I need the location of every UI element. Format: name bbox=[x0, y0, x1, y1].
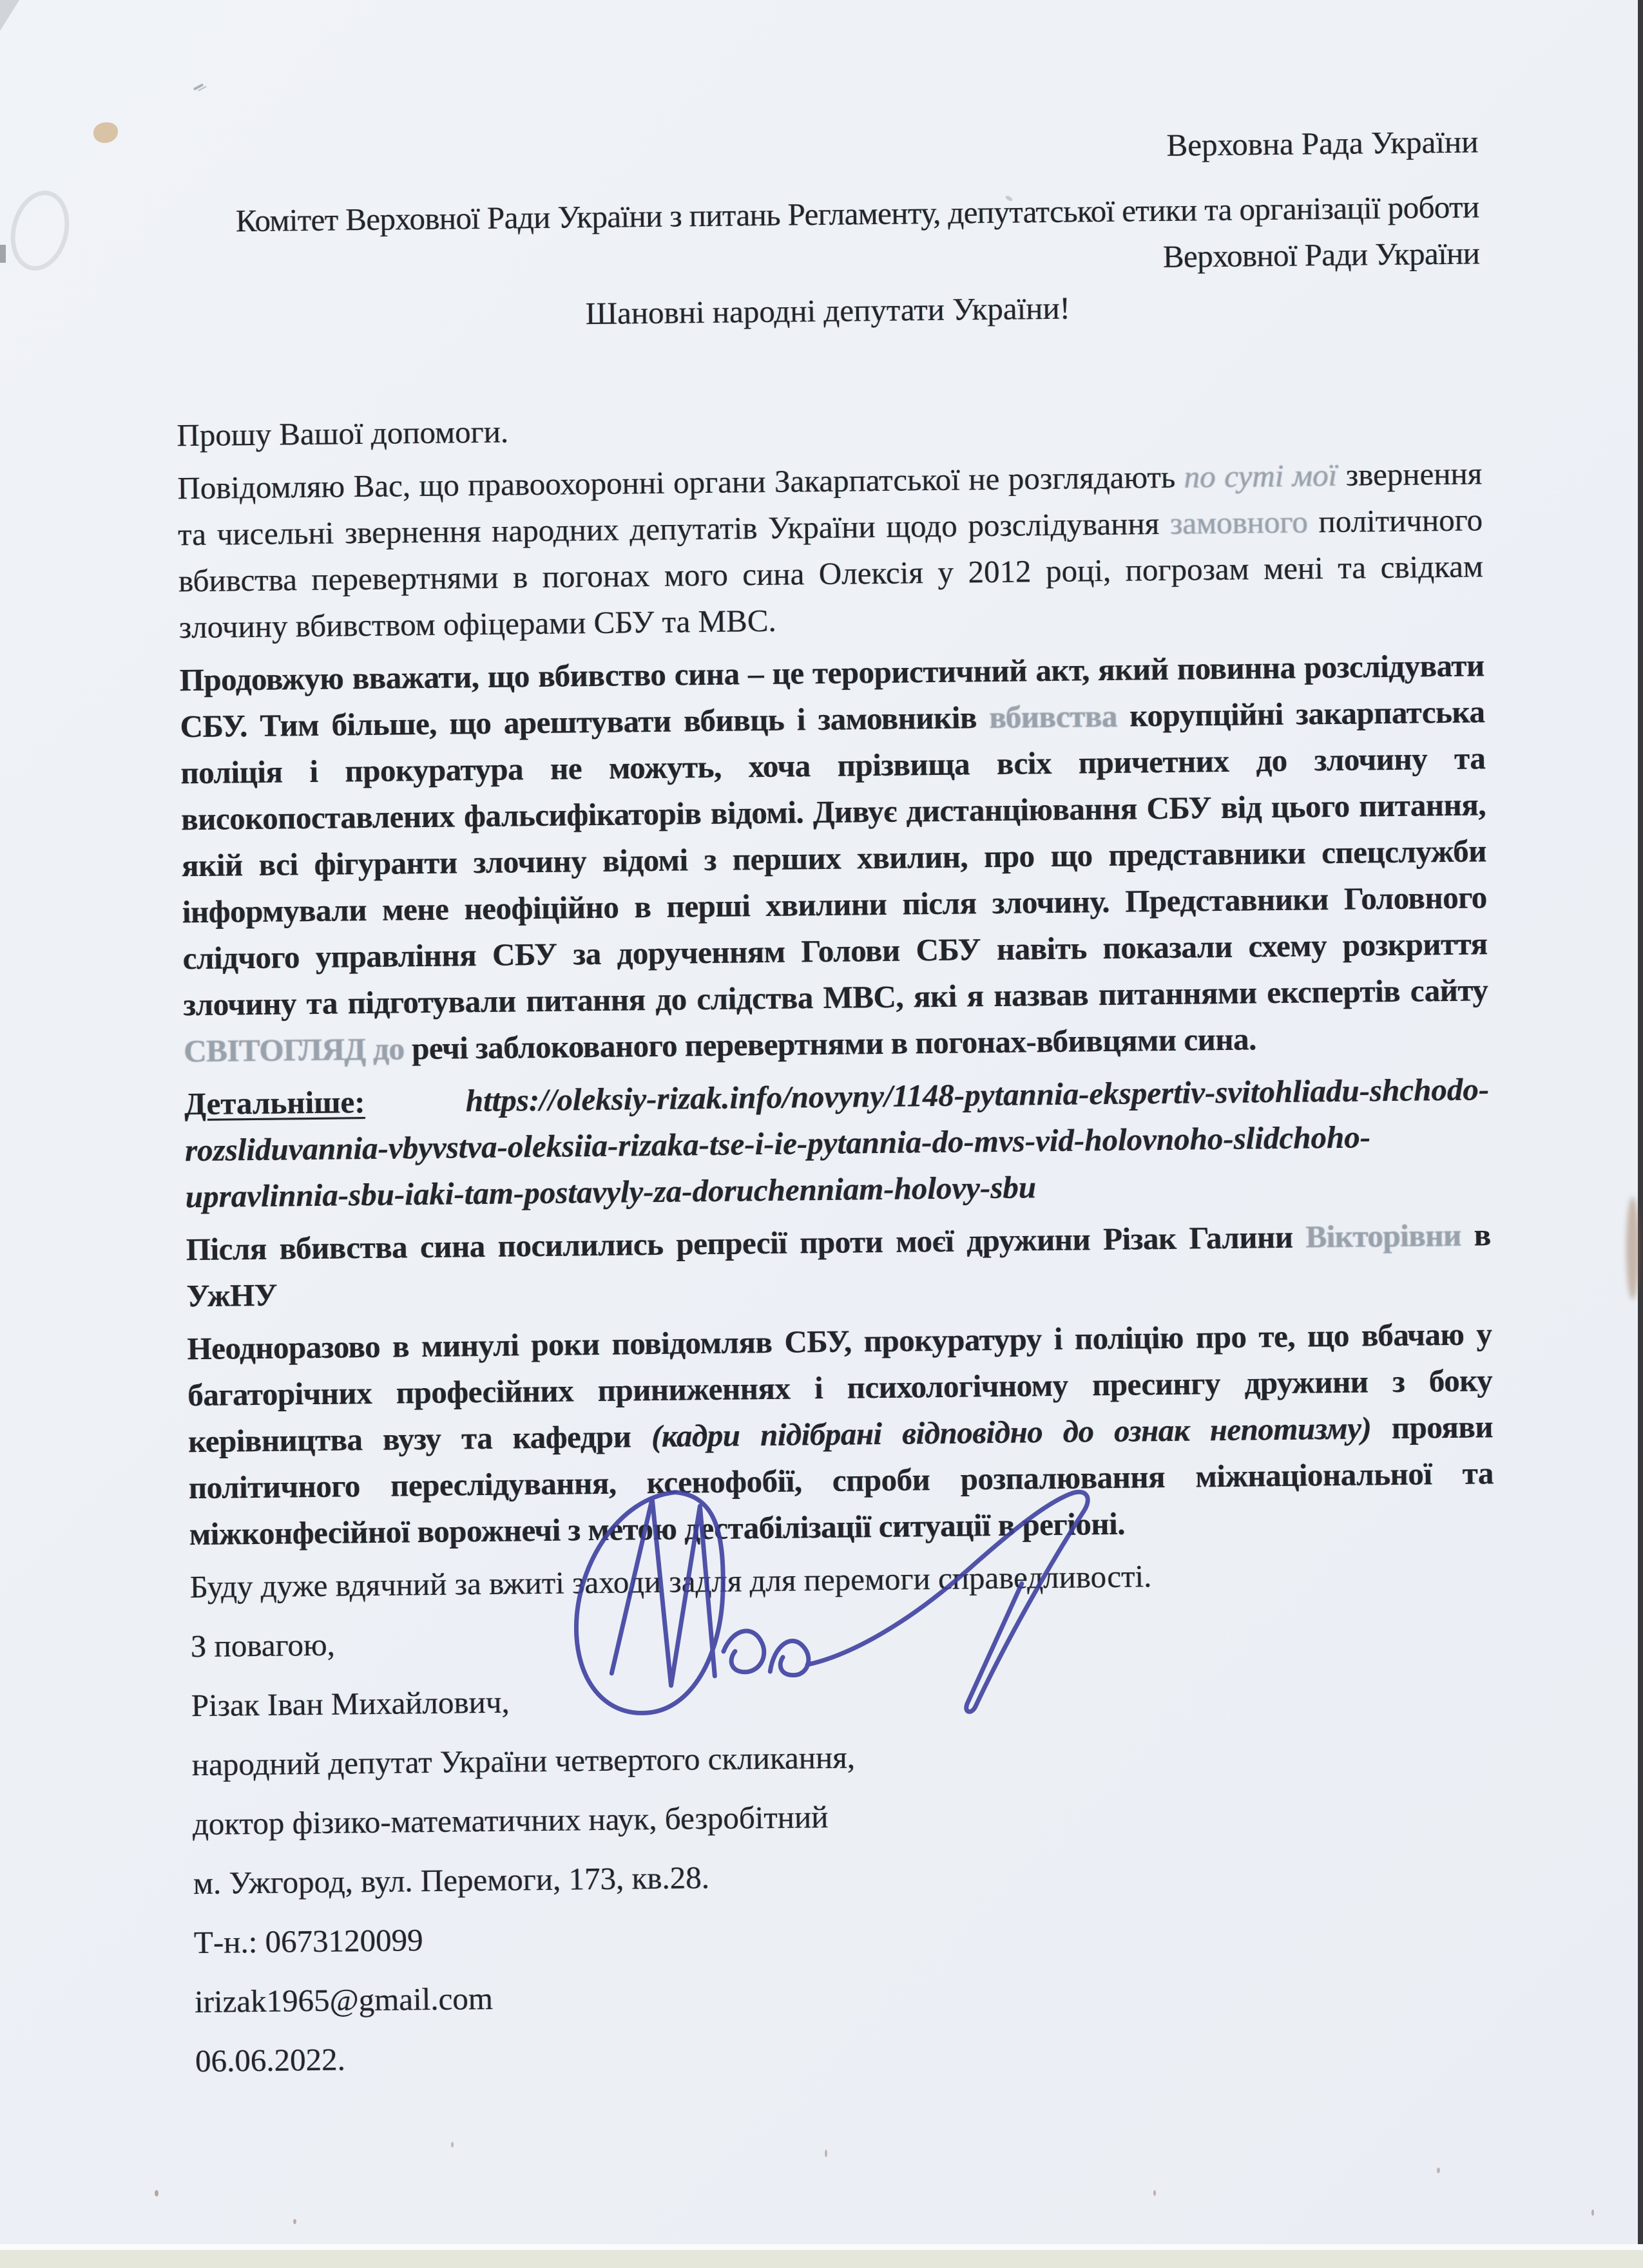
paragraph-repressions bbox=[186, 1212, 1492, 1319]
paragraph-text: політичного вбивства перевертнями в погонах мого сина Олексія у 2012 році, погрозам мені та свідкам злочину вбивством офіцерами СБУ та МВС. bbox=[178, 502, 1484, 645]
paragraph-text: Після вбивства сина посилились репресії проти моєї дружини Різак Галини bbox=[186, 1219, 1306, 1268]
paragraph-text: звернення та чисельні звернення народних депутатів України щодо розслідування bbox=[177, 455, 1483, 553]
sender-email: irizak1965@gmail.com bbox=[194, 1980, 494, 2020]
paragraph-report bbox=[177, 450, 1484, 651]
paragraph-text: прояви політичного переслідування, ксенофобії, спроби розпалювання міжнаціональної та міжконфесійної ворожнечі з метою дестабілізації ситуації в регіоні. bbox=[188, 1409, 1494, 1552]
paragraph-notifications bbox=[187, 1311, 1494, 1558]
sender-name: Різак Іван Михайлович, bbox=[191, 1684, 510, 1724]
spacer bbox=[365, 1083, 466, 1120]
letter-date: 06.06.2022. bbox=[195, 2041, 346, 2079]
letter-footer bbox=[189, 1549, 1500, 2084]
paragraph-text: корупційні закарпатська поліція і прокуратура не можуть, хоча прізвища всіх причетних до злочину та високопоставлених фальсифікаторів відомі. Дивує дистанціювання СБУ від цього питання, якій всі фігуранти злочину відомі з перших хвилин, про що представники спецслужби інформували мене неофіційно в перші хвилини після злочину. Представники Головного слідчого управління СБУ за дорученням Голови СБУ навіть показали схему розкриття злочину та підготували питання до слідства МВС, які я назвав питаннями експертів сайту bbox=[180, 694, 1488, 1023]
paragraph-request bbox=[177, 397, 1482, 459]
sender-role-deputy: народний депутат України четвертого скликання, bbox=[191, 1739, 856, 1783]
sender-role-doctor: доктор фізико-математичних наук, безробітний bbox=[192, 1798, 829, 1842]
paragraph-text: Неодноразово в минулі роки повідомляв СБУ, прокуратуру і поліцію про те, що вбачаю у багаторічних професійних приниженнях і психологічному пресингу дружини з боку керівництва вузу та кафедри bbox=[187, 1316, 1493, 1460]
paragraph-text: в УжНУ bbox=[186, 1217, 1491, 1314]
faded-text: замовного bbox=[1169, 504, 1309, 541]
faded-text: Вікторівни bbox=[1305, 1217, 1462, 1255]
closing-line: З повагою, bbox=[190, 1626, 336, 1664]
paragraph-link bbox=[184, 1066, 1490, 1220]
sender-address: м. Ужгород, вул. Перемоги, 173, кв.28. bbox=[193, 1860, 710, 1901]
faded-text: вбивства bbox=[989, 698, 1118, 736]
article-url: https://oleksiy-rizak.info/novyny/1148-pytannia-ekspertiv-svitohliadu-shchodo-rozsliduvannia-vbyvstva-oleksiia-rizaka-tse-i-ie-pytannia-do-mvs-vid-holovnoho-slidchoho-upravlinnia-sbu-iaki-tam-postavyly-za-doruchenniam-holovy-sbu bbox=[184, 1071, 1490, 1215]
salutation: Шановні народні депутати України! bbox=[585, 290, 1071, 332]
paragraph-text: Повідомляю Вас, що правоохоронні органи Закарпатської не розглядають bbox=[177, 459, 1185, 506]
italic-note: (кадри підібрані відповідно до ознак непотизму) bbox=[651, 1410, 1372, 1454]
faded-text: СВІТОГЛЯД до bbox=[183, 1031, 405, 1069]
paragraph-text: Прошу Вашої допомоги. bbox=[177, 414, 509, 453]
faded-text: по суті мої bbox=[1184, 457, 1338, 495]
details-label: Детальніше: bbox=[184, 1084, 365, 1122]
paragraph-text: речі заблокованого перевертнями в погонах-вбивцями сина. bbox=[404, 1021, 1257, 1067]
header-committee: Комітет Верховної Ради України з питань Регламенту, депутатської етики та організації роботи Верховної Ради України bbox=[235, 189, 1480, 274]
paragraph-thanks: Буду дуже вдячний за вжиті заходи задля для перемоги справедливості. bbox=[189, 1558, 1152, 1605]
header-organization: Верховна Рада України bbox=[1166, 124, 1479, 163]
paragraph-accusation bbox=[179, 642, 1488, 1074]
paragraph-text: Продовжую вважати, що вбивство сина – це терористичний акт, який повинна розслідувати СБУ. Тим більше, що арештувати вбивць і замовників bbox=[179, 647, 1484, 745]
sender-phone: Т-н.: 0673120099 bbox=[193, 1922, 423, 1961]
